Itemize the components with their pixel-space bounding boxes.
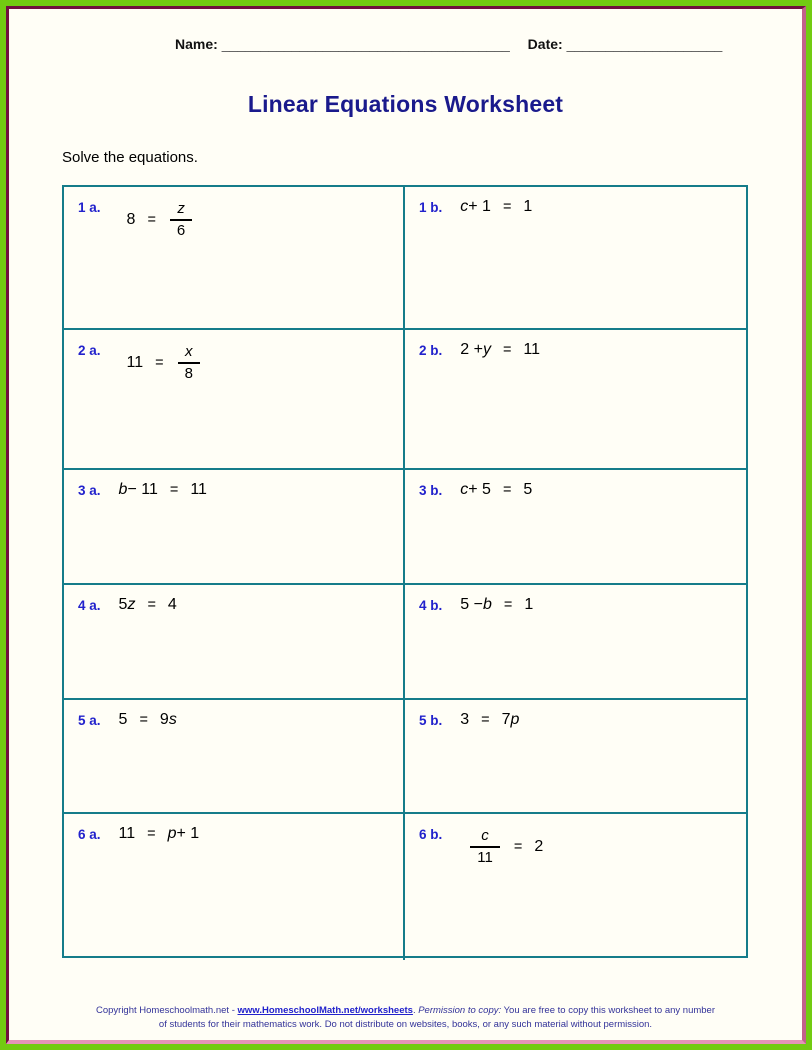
equation [119, 481, 207, 499]
problem-label: 1 a. [78, 200, 101, 215]
date-blank-line: ____________________ [566, 36, 723, 52]
equation-term: c [460, 481, 469, 498]
equals-sign: = [502, 199, 512, 215]
problem-cell [405, 700, 746, 814]
equation-term: 7 [501, 711, 511, 728]
problem-cell [405, 814, 746, 960]
equation [460, 711, 519, 729]
equation [119, 596, 177, 614]
equation-term: p [510, 711, 520, 728]
equals-sign: = [139, 712, 148, 728]
footer-link[interactable]: www.HomeschoolMath.net/worksheets [237, 1005, 413, 1017]
equation [460, 341, 540, 359]
equation [460, 596, 533, 614]
equals-sign: = [502, 342, 512, 358]
problem-label: 1 b. [419, 200, 443, 215]
fraction-bar [470, 846, 500, 848]
equation-term: 1 [523, 198, 533, 215]
equals-sign: = [147, 597, 156, 613]
problems-table [62, 185, 748, 958]
problem-label: 3 b. [419, 483, 443, 498]
problem-cell [64, 470, 405, 585]
problem-cell [64, 187, 405, 330]
equation-term: z [127, 596, 136, 613]
problem-cell [405, 330, 746, 470]
equation-term: 2 [534, 838, 544, 855]
problem-cell [64, 700, 405, 814]
problem-cell [64, 330, 405, 470]
fraction [170, 200, 192, 240]
equation-term: 8 [126, 211, 136, 228]
equation-term: 3 [460, 711, 470, 728]
equation-term: 11 [190, 481, 207, 498]
problem-cell [405, 187, 746, 330]
fraction [470, 827, 500, 867]
equation-term: b [482, 596, 492, 613]
date-label: Date: [527, 36, 563, 52]
equation-term: 5 [118, 596, 128, 613]
equals-sign: = [169, 482, 179, 498]
problem-label: 6 a. [78, 827, 101, 842]
problem-label: 4 a. [78, 598, 101, 613]
footer-permission-label: Permission to copy: [418, 1005, 502, 1017]
equation-term: + 5 [468, 481, 491, 498]
footer-period: . [412, 1005, 419, 1017]
equals-sign: = [155, 355, 164, 371]
problem-cell [64, 585, 405, 700]
page-title: Linear Equations Worksheet [247, 91, 564, 117]
equation-term: 2 + [460, 341, 483, 358]
equation [468, 827, 543, 867]
problem-cell [405, 585, 746, 700]
equation-term: 5 − [460, 596, 483, 613]
fraction-bar [170, 219, 192, 221]
worksheet-page [6, 6, 806, 1044]
equation-term: c [460, 198, 469, 215]
equation-term: b [118, 481, 128, 498]
fraction-numerator: z [177, 200, 185, 217]
fraction-denominator: 8 [184, 365, 193, 382]
equation-term: 5 [523, 481, 533, 498]
fraction-bar [178, 362, 200, 364]
instructions-text: Solve the equations. [62, 149, 198, 166]
equals-sign: = [503, 597, 513, 613]
footer [92, 1004, 720, 1032]
equation-term: 1 [524, 596, 534, 613]
problem-label: 2 a. [78, 343, 101, 358]
problem-label: 2 b. [419, 343, 443, 358]
equation-term: 9 [159, 711, 169, 728]
name-date-row [175, 36, 722, 52]
equation [460, 198, 532, 216]
equation-term: 11 [118, 825, 136, 842]
equation-term: s [168, 711, 177, 728]
fraction-numerator: x [185, 343, 193, 360]
fraction-denominator: 6 [176, 222, 186, 239]
equals-sign: = [481, 712, 490, 728]
equals-sign: = [513, 839, 523, 855]
equals-sign: = [147, 212, 156, 228]
problem-label: 3 a. [78, 483, 101, 498]
problem-cell [405, 470, 746, 585]
equation-term: 11 [523, 341, 541, 358]
equation-term: 5 [118, 711, 128, 728]
problem-cell [64, 814, 405, 960]
footer-copyright-text: Copyright Homeschoolmath.net - [95, 1005, 238, 1017]
equation-term: + 1 [468, 198, 491, 215]
equation [119, 825, 200, 843]
equation-term: p [167, 825, 177, 842]
equation [127, 200, 195, 240]
equation-term: 4 [167, 596, 177, 613]
equals-sign: = [502, 482, 512, 498]
name-blank-line: _____________________________________ [221, 36, 510, 52]
problem-label: 5 b. [419, 713, 443, 728]
problem-label: 4 b. [419, 598, 443, 613]
equation-term: − 11 [127, 481, 158, 498]
fraction [178, 343, 200, 383]
problem-label: 5 a. [78, 713, 101, 728]
footer-permission-text: You are free to copy this worksheet to any number of students for their mathematics work. Do not distribute on websites, books, or any such material without permission. [158, 1005, 716, 1031]
equation [127, 343, 202, 383]
equation [119, 711, 177, 729]
equals-sign: = [147, 826, 156, 842]
equation-term: y [482, 341, 491, 358]
equation [460, 481, 532, 499]
equation-term: 11 [126, 354, 144, 371]
fraction-numerator: c [481, 827, 489, 844]
problem-label: 6 b. [419, 827, 443, 842]
equation-term: + 1 [176, 825, 200, 842]
name-label: Name: [175, 36, 218, 52]
fraction-denominator: 11 [477, 849, 493, 866]
